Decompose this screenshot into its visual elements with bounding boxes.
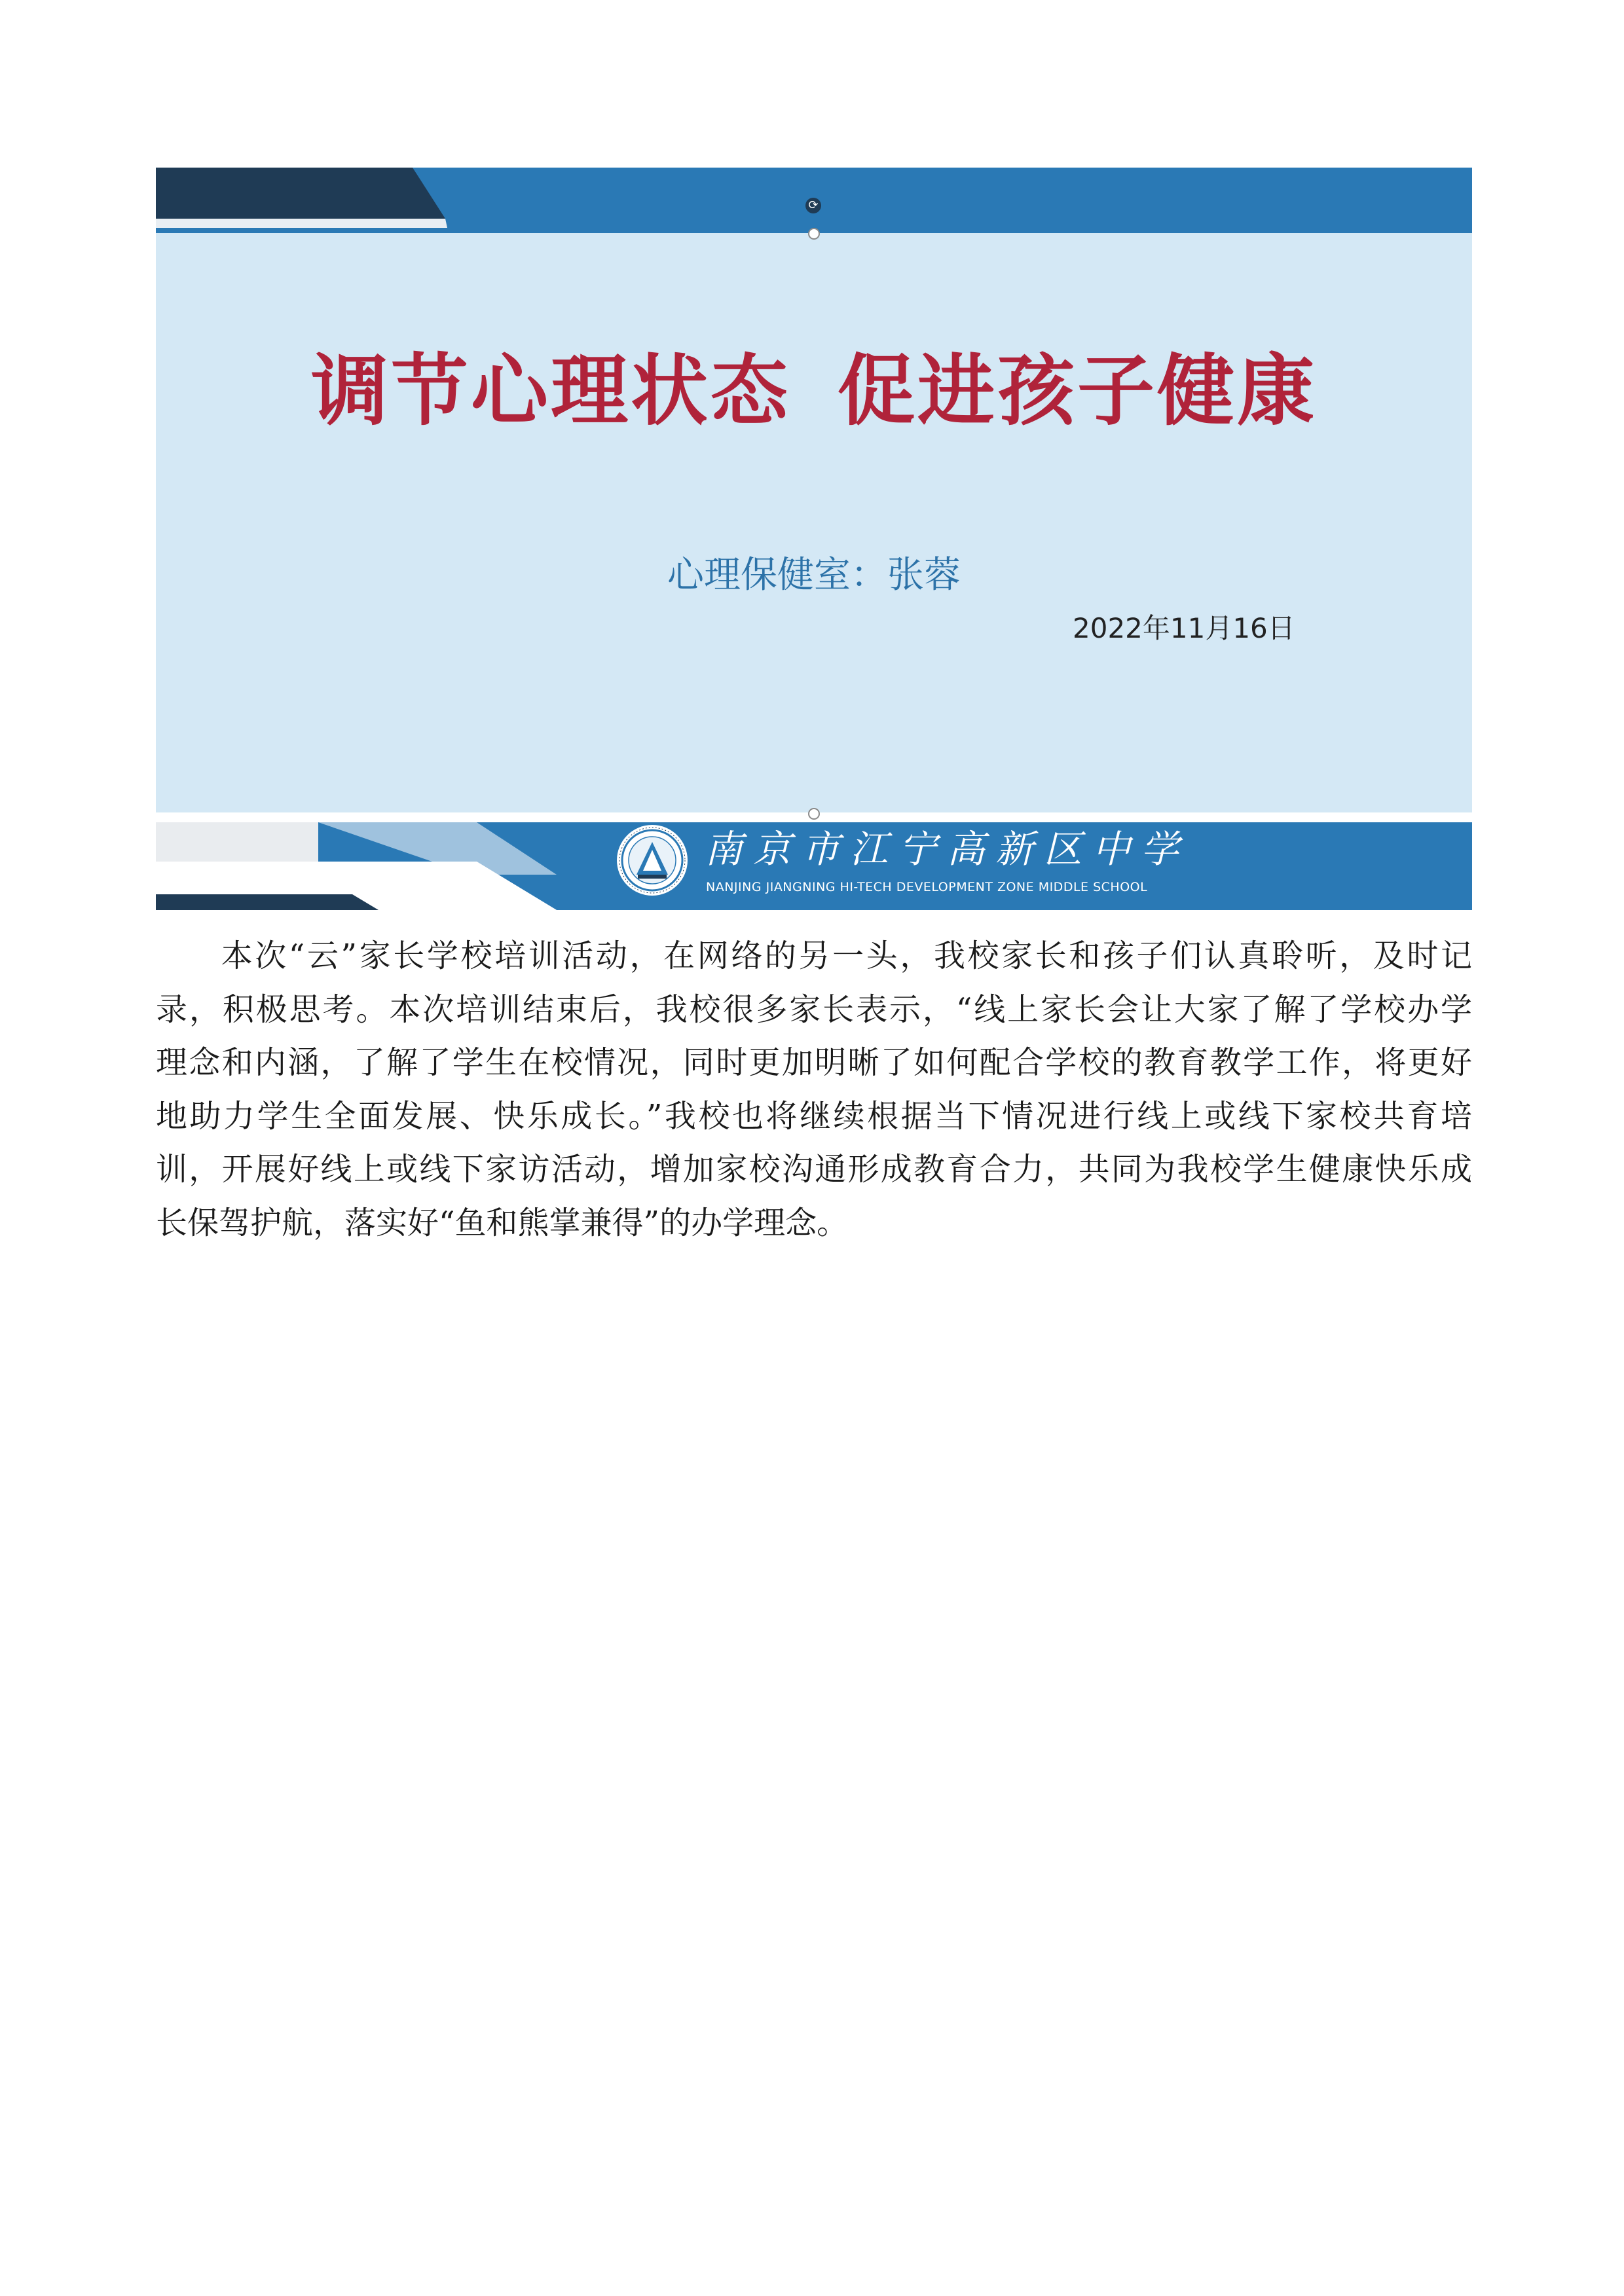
school-emblem-icon [616, 824, 689, 897]
bottom-resize-handle[interactable] [808, 808, 820, 820]
slide-title-part2: 促进孩子健康 [838, 346, 1318, 436]
article-line-3: 理念和内涵，了解了学生在校情况，同时更加明晰了如何配合学校的教育教学工作，将更好 [156, 1044, 1472, 1081]
article-line-1: 本次“云”家长学校培训活动，在网络的另一头，我校家长和孩子们认真聆听，及时记 [219, 938, 1472, 974]
school-name-english: NANJING JIANGNING HI-TECH DEVELOPMENT ZONE MIDDLE SCHOOL [706, 880, 1148, 894]
slide-title [156, 346, 1472, 436]
slide-content-area [156, 233, 1472, 812]
article-line-6: 长保驾护航，落实好“鱼和熊掌兼得”的办学理念。 [156, 1204, 849, 1241]
article-line-4: 地助力学生全面发展、快乐成长。”我校也将继续根据当下情况进行线上或线下家校共育培 [156, 1097, 1472, 1135]
rotate-handle-icon[interactable]: ⟳ [805, 198, 821, 213]
slide-date: 2022年11月16日 [1073, 612, 1295, 644]
article-line-2: 录，积极思考。本次培训结束后，我校很多家长表示，“线上家长会让大家了解了学校办学 [156, 991, 1472, 1028]
slide-presenter: 心理保健室：张蓉 [667, 554, 961, 596]
slide-title-part1: 调节心理状态 [310, 346, 790, 436]
school-name-chinese: 南京市江宁高新区中学 [705, 827, 1190, 871]
article-paragraph [156, 930, 1472, 1250]
slide-image[interactable] [156, 168, 1472, 910]
top-resize-handle[interactable] [808, 228, 820, 240]
article-line-5: 训，开展好线上或线下家访活动，增加家校沟通形成教育合力，共同为我校学生健康快乐成 [156, 1151, 1472, 1188]
